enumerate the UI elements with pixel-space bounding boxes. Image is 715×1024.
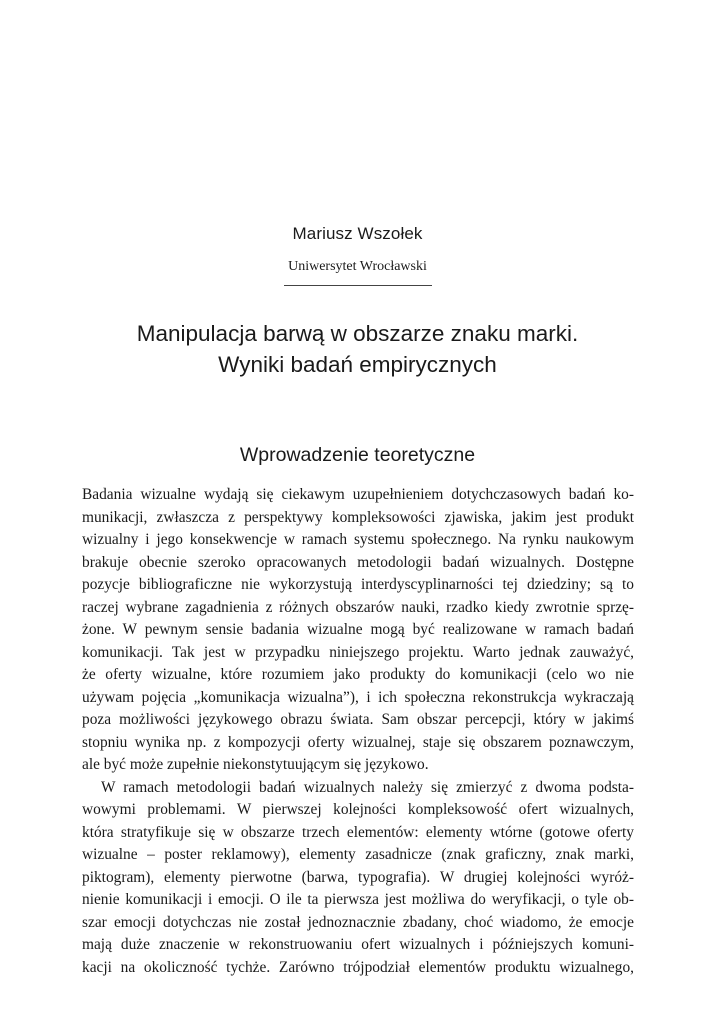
paragraph bbox=[82, 484, 634, 777]
text-line: poza możliwości językowego obrazu świata. Sam obszar percepcji, który w jakimś bbox=[82, 711, 634, 728]
author-name: Mariusz Wszołek bbox=[292, 224, 423, 243]
text-line: wizualny i jego konsekwencje w ramach systemu społecznego. Na rynku naukowym bbox=[82, 531, 634, 548]
text-line: brakuje obecnie szeroko opracowanych metodologii badań wizualnych. Dostępne bbox=[82, 553, 634, 571]
text-line: piktogram), elementy pierwotne (barwa, typografia). W drugiej kolejności wyróż- bbox=[82, 868, 634, 886]
text-line: nienie komunikacji i emocji. O ile ta pierwsza jest możliwa do weryfikacji, o tyle ob- bbox=[82, 891, 634, 908]
text-line: szar emocji dotychczas nie został jednoznacznie zbadany, choć wiadomo, że emocje bbox=[82, 913, 634, 931]
text-line: Badania wizualne wydają się ciekawym uzupełnieniem dotychczasowych badań ko- bbox=[82, 486, 634, 503]
text-line: W ramach metodologii badań wizualnych należy się zmierzyć z dwoma podsta- bbox=[101, 778, 634, 796]
text-line: kacji na okoliczność tychże. Zarówno trójpodział elementów produktu wizualnego, bbox=[82, 958, 634, 976]
affiliation-rule bbox=[284, 285, 432, 286]
text-line: stopniu wynika np. z kompozycji oferty wizualnej, staje się obszarem poznawczym, bbox=[82, 733, 634, 751]
text-line: raczej wybrane zagadnienia z różnych obszarów nauki, rzadko kiedy zwrotnie sprzę- bbox=[82, 598, 634, 616]
title-line: Wyniki badań empirycznych bbox=[218, 352, 497, 377]
body-text bbox=[82, 484, 634, 979]
text-line: mają duże znaczenie w rekonstruowaniu ofert wizualnych i późniejszych komuni- bbox=[82, 936, 634, 953]
text-line: żone. W pewnym sensie badania wizualne mogą być realizowane w ramach badań bbox=[82, 621, 634, 638]
paragraph bbox=[82, 777, 634, 980]
text-line: używam pojęcia „komunikacja wizualna”), i ich społeczna rekonstrukcja wykraczają bbox=[82, 688, 634, 706]
text-line: wowymi problemami. W pierwszej kolejności kompleksowość ofert wizualnych, bbox=[82, 801, 634, 818]
text-line: pozycje bibliograficzne nie wykorzystują interdyscyplinarności tej dziedziny; są to bbox=[82, 576, 634, 593]
paper-title bbox=[0, 318, 715, 380]
text-line: ale być może zupełnie niekonstytuującym się językowo. bbox=[82, 756, 429, 773]
text-line: wizualne – poster reklamowy), elementy zasadnicze (znak graficzny, znak marki, bbox=[82, 846, 634, 863]
author-affiliation: Uniwersytet Wrocławski bbox=[288, 259, 427, 274]
text-line: która stratyfikuje się w obszarze trzech elementów: elementy wtórne (gotowe oferty bbox=[82, 823, 634, 841]
title-line: Manipulacja barwą w obszarze znaku marki. bbox=[136, 321, 579, 346]
section-heading: Wprowadzenie teoretyczne bbox=[239, 444, 476, 466]
text-line: że oferty wizualne, które rozumiem jako produkty do komunikacji (celo wo nie bbox=[82, 666, 634, 683]
text-line: munikacji, zwłaszcza z perspektywy kompleksowości zjawiska, jakim jest produkt bbox=[82, 508, 634, 526]
text-line: komunikacji. Tak jest w przypadku niniejszego projektu. Warto jednak zauważyć, bbox=[82, 643, 634, 661]
